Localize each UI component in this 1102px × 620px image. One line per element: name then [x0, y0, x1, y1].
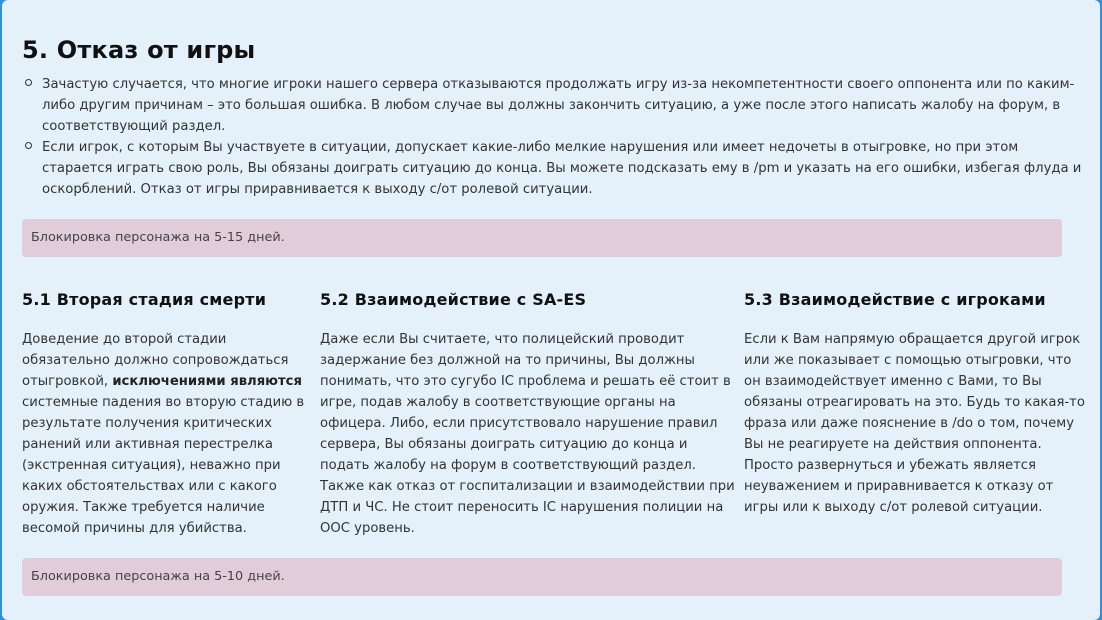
penalty-notice: Блокировка персонажа на 5-15 дней. — [22, 219, 1062, 257]
circle-bullet-icon — [25, 79, 32, 86]
subsection-sa-es-interaction — [320, 289, 738, 539]
subsection-player-interaction — [744, 289, 1088, 518]
subsection-title: 5.3 Взаимодействие с игроками — [744, 290, 1046, 309]
subsection-text: Если к Вам напрямую обращается другой игрок или же показывает с помощью отыгровки, что он взаимодействует именно с Вами, то Вы обязаны отреагировать на это. Будь то какая-то фраза или даже пояснение в /do о том, почему Вы не реагируете на действия оппонента. Просто развернуться и убежать является неуважением и приравнивается к отказу от игры или к выходу с/от ролевой ситуации. — [744, 332, 1085, 515]
subsection-title: 5.2 Взаимодействие с SA-ES — [320, 290, 587, 309]
rules-list — [22, 74, 1082, 200]
subsection-text — [22, 329, 318, 539]
rule-text: Зачастую случается, что многие игроки нашего сервера отказываются продолжать игру из-за некомпетентности своего оппонента или по каким-либо другим причинам – это большая ошибка. В любом случае вы должны закончить ситуацию, а уже после этого написать жалобу на форум, в соответствующий раздел. — [42, 77, 1075, 134]
section-title: 5. Отказ от игры — [22, 36, 256, 64]
penalty-notice: Блокировка персонажа на 5-10 дней. — [22, 558, 1062, 596]
rule-item — [22, 74, 1082, 137]
subsection-text: Даже если Вы считаете, что полицейский проводит задержание без должной на то причины, Вы должны понимать, что это сугубо IC проблема и решать её стоит в игре, подав жалобу в соответствующие органы на офицера. Либо, если присутствовало нарушение правил сервера, Вы обязаны доиграть ситуацию до конца и подать жалобу на форум в соответствующий раздел. Также как отказ от госпитализации и взаимодействии при ДТП и ЧС. Не стоит переносить IC нарушения полиции на OOC уровень. — [320, 332, 735, 536]
subsection-title: 5.1 Вторая стадия смерти — [22, 290, 267, 309]
subsection-text-end: системные падения во вторую стадию в результате получения критических ранений или активная перестрелка (экстренная ситуация), неважно при каких обстоятельствах или с какого оружия. Также требуется наличие весомой причины для убийства. — [22, 395, 305, 536]
circle-bullet-icon — [25, 142, 32, 149]
subsection-text-bold: исключениями являются — [112, 374, 302, 389]
subsection-second-stage-death — [22, 289, 318, 539]
subsection-text-start: Доведение до второй стадии обязательно должно сопровождаться отыгровкой, — [22, 332, 289, 389]
rule-item — [22, 137, 1082, 200]
rules-panel — [2, 0, 1100, 620]
rule-text: Если игрок, с которым Вы участвуете в ситуации, допускает какие-либо мелкие нарушения или имеет недочеты в отыгровке, но при этом старается играть свою роль, Вы обязаны доиграть ситуацию до конца. Вы можете подсказать ему в /pm и указать на его ошибки, избегая флуда и оскорблений. Отказ от игры приравнивается к выходу с/от ролевой ситуации. — [42, 140, 1082, 197]
